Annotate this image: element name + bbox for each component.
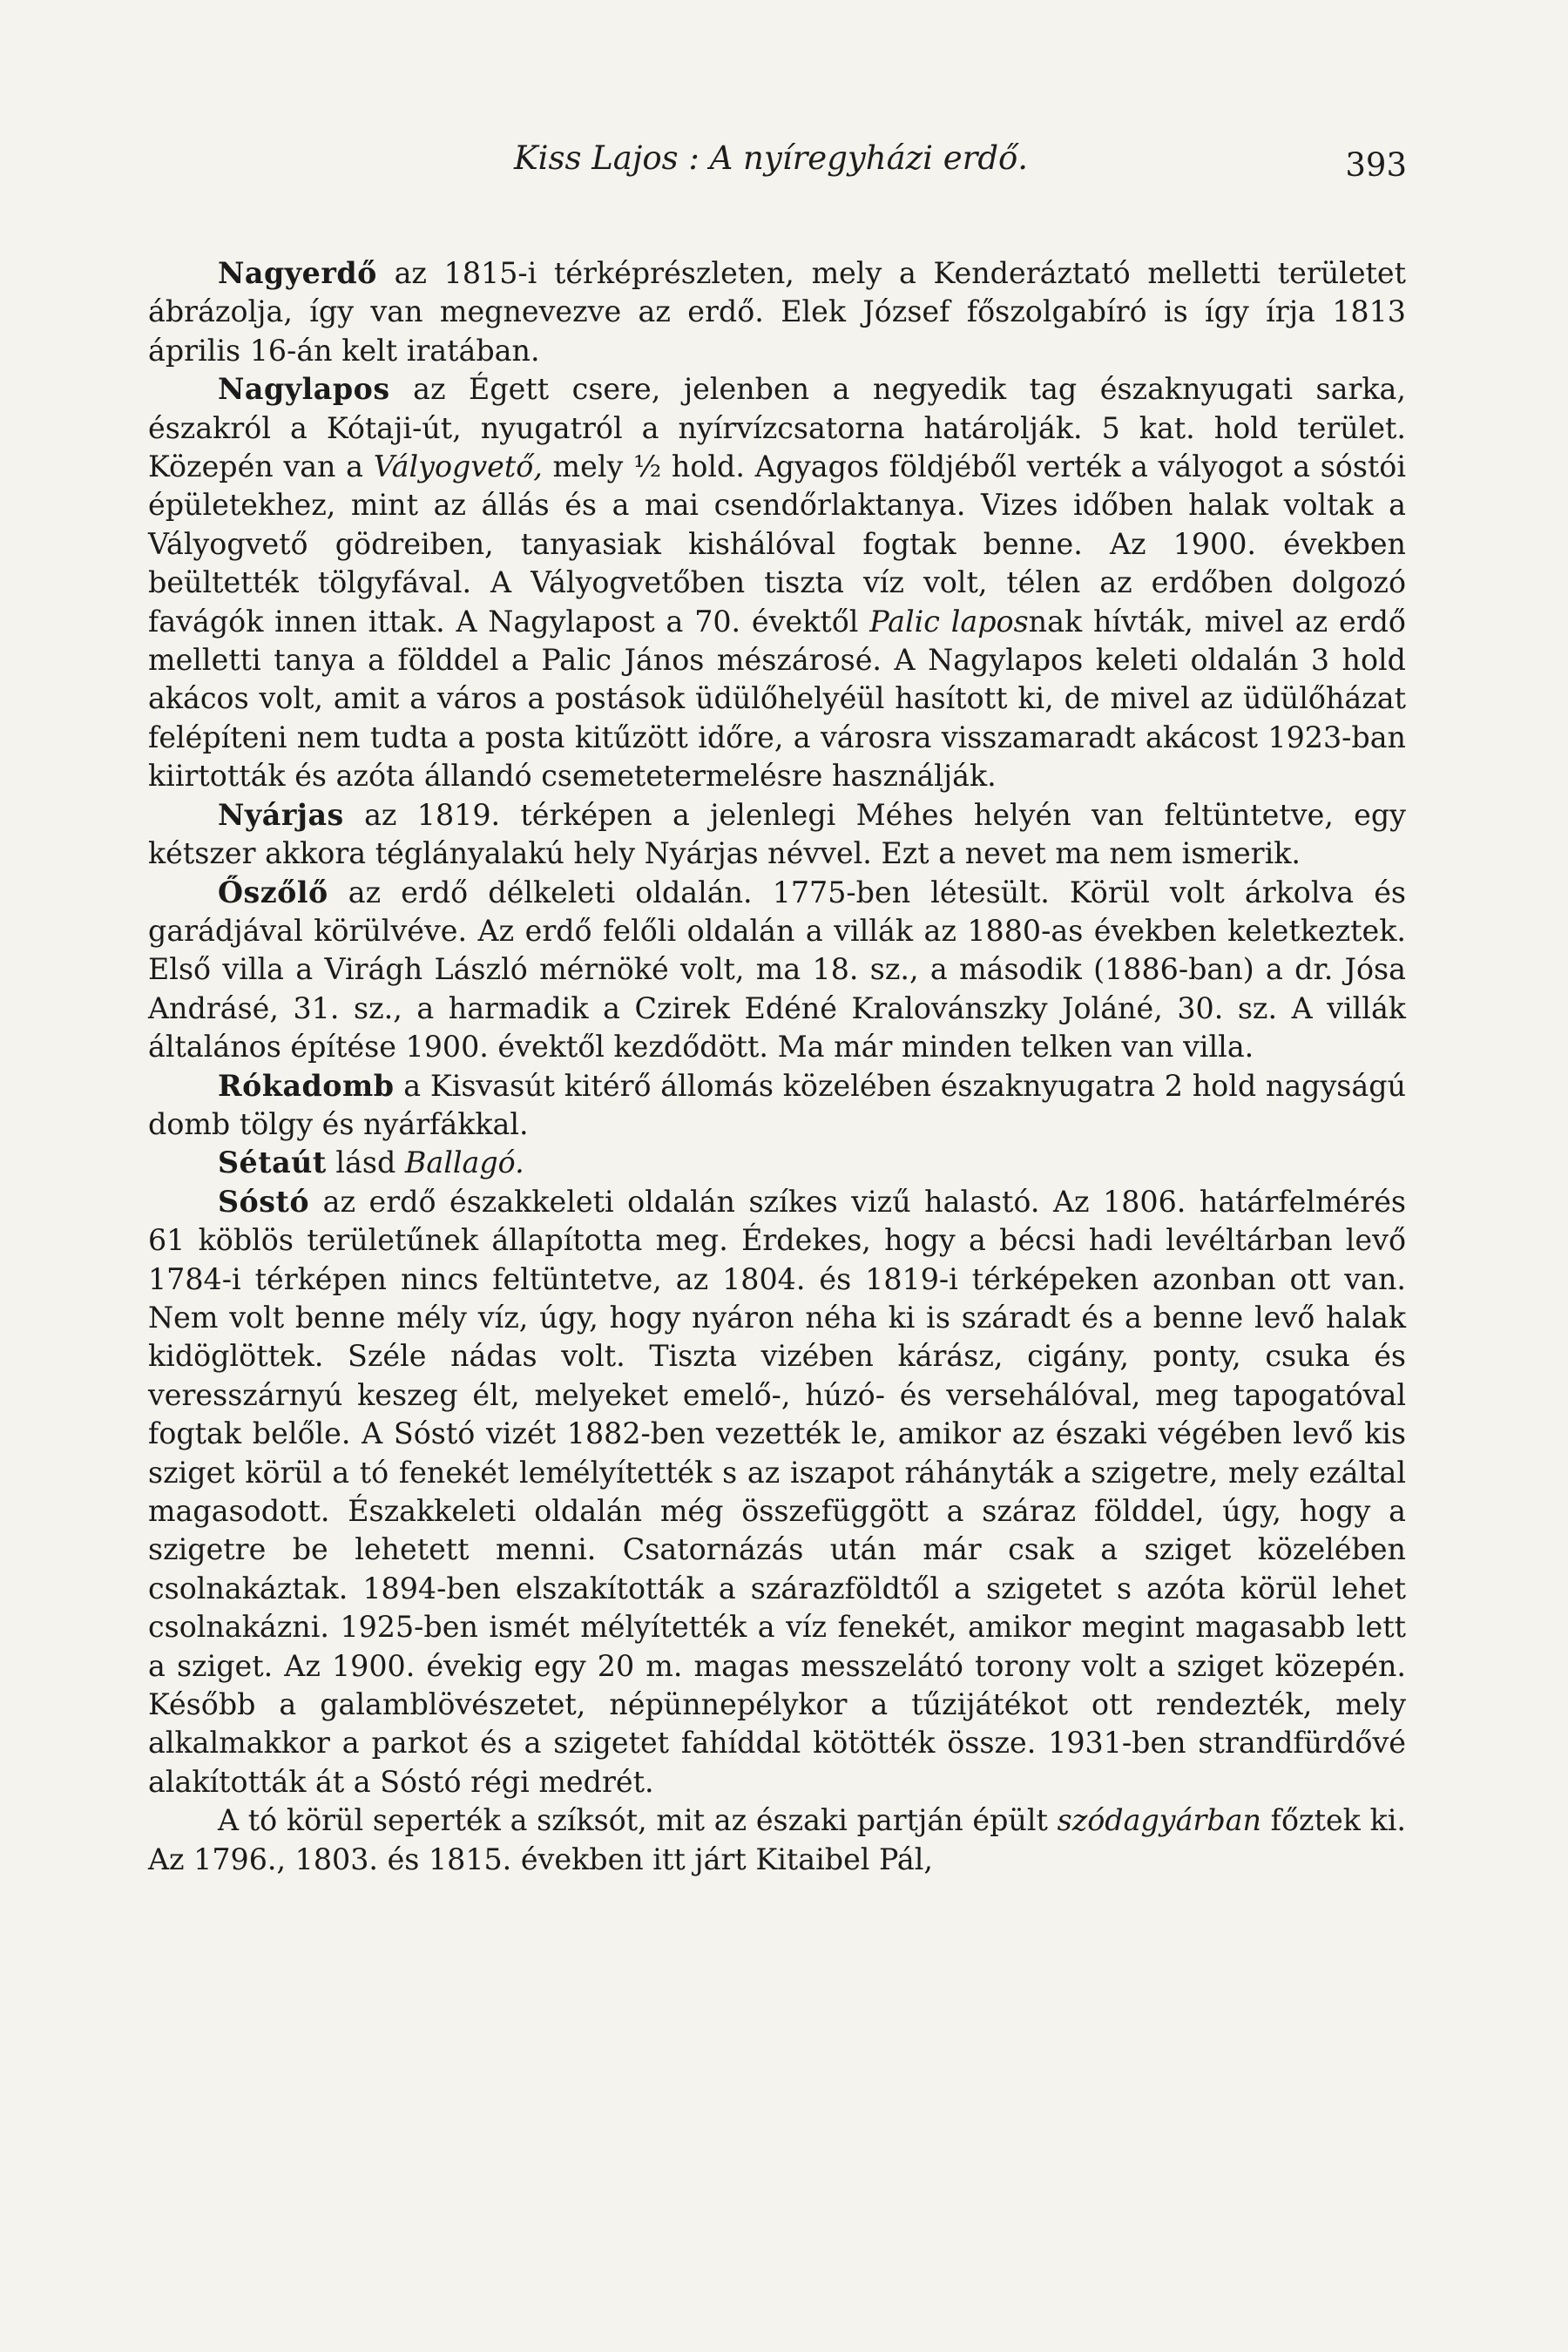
paragraph	[148, 1183, 1406, 1802]
italic-text: Palic lapos	[869, 604, 1029, 639]
paragraph-text: nak hívták, mivel az erdő melletti tanya a földdel a Palic János mészárosé. A Nagylapos keleti oldalán 3 hold akácos volt, amit a város a postások üdülőhelyéül hasított ki, de mivel az üdülőházat felépíteni nem tudta a posta kitűzött időre, a városra visszamaradt akácost 1923-ban kiirtották és azóta állandó csemetetermelésre használják.	[148, 604, 1406, 794]
paragraph	[148, 796, 1406, 874]
paragraph	[148, 1144, 1406, 1182]
paragraph-text: főztek ki. Az 1796., 1803. és 1815. években itt járt Kitaibel Pál,	[148, 1803, 1406, 1876]
paragraph-text: az Égett csere, jelenben a negyedik tag északnyugati sarka, északról a Kótaji-út, nyugatról a nyírvízcsatorna határolják. 5 kat. hold terület. Közepén van a	[148, 372, 1406, 484]
paragraph-text: az erdő délkeleti oldalán. 1775-ben létesült. Körül volt árkolva és garádjával körülvéve. Az erdő felőli oldalán a villák az 1880-as években keletkeztek. Első villa a Virágh László mérnöké volt, ma 18. sz., a második (1886-ban) a dr. Jósa Andrásé, 31. sz., a harmadik a Czirek Edéné Kralovánszky Joláné, 30. sz. A villák általános építése 1900. évektől kezdődött. Ma már minden telken van villa.	[148, 875, 1406, 1064]
paragraph-text: lásd	[335, 1146, 405, 1180]
paragraph-text: az 1815-i térképrészleten, mely a Kenderáztató melletti területet ábrázolja, így van megnevezve az erdő. Elek József főszolgabíró is így írja 1813 április 16-án kelt iratában.	[148, 256, 1406, 368]
running-header	[148, 139, 1407, 192]
entry-term: Nagyerdő	[218, 256, 377, 290]
paragraph	[148, 1801, 1406, 1879]
running-title: Kiss Lajos : A nyíregyházi erdő.	[514, 139, 1029, 177]
page-number: 393	[1345, 146, 1407, 184]
entry-term: Nagylapos	[218, 372, 390, 407]
entry-term: Őszőlő	[218, 875, 328, 909]
entry-term: Sóstó	[218, 1184, 310, 1219]
paragraph	[148, 254, 1406, 370]
entry-term: Sétaút	[218, 1146, 327, 1180]
entry-term: Rókadomb	[218, 1068, 395, 1103]
paragraph-text: az erdő északkeleti oldalán szíkes vizű halastó. Az 1806. határfelmérés 61 köblös területűnek állapította meg. Érdekes, hogy a bécsi hadi levéltárban levő 1784-i térképen nincs feltüntetve, az 1804. és 1819-i térképeken azonban ott van. Nem volt benne mély víz, úgy, hogy nyáron néha ki is száradt és a benne levő halak kidöglöttek. Széle nádas volt. Tiszta vizében kárász, cigány, ponty, csuka és veresszárnyú keszeg élt, melyeket emelő-, húzó- és versehálóval, meg tapogatóval fogtak belőle. A Sóstó vizét 1882-ben vezették le, amikor az északi végében levő kis sziget körül a tó fenekét lemélyítették s az iszapot ráhányták a szigetre, mely ezáltal magasodott. Északkeleti oldalán még összefüggött a száraz földdel, úgy, hogy a szigetre be lehetett menni. Csatornázás után már csak a sziget közelében csolnakáztak. 1894-ben elszakították a szárazföldtől a szigetet s azóta körül lehet csolnakázni. 1925-ben ismét mélyítették a víz fenekét, amikor megint magasabb lett a sziget. Az 1900. évekig egy 20 m. magas messzelátó torony volt a sziget közepén. Később a galamblövészetet, népünnepélykor a tűzijátékot ott rendezték, mely alkalmakkor a parkot és a szigetet fahíddal kötötték össze. 1931-ben strandfürdővé alakították át a Sóstó régi medrét.	[148, 1184, 1406, 1799]
paragraph	[148, 874, 1406, 1067]
paragraph-text: A tó körül seperték a szíksót, mit az északi partján épült	[218, 1803, 1058, 1838]
paragraph	[148, 370, 1406, 795]
italic-text: Ballagó.	[404, 1146, 524, 1180]
italic-text: Vályogvető,	[373, 449, 543, 484]
paragraph-text: a Kisvasút kitérő állomás közelében északnyugatra 2 hold nagyságú domb tölgy és nyárfákkal.	[148, 1068, 1406, 1141]
entry-term: Nyárjas	[218, 797, 344, 832]
paragraph-text: mely ½ hold. Agyagos földjéből verték a vályogot a sóstói épületekhez, mint az állás és a mai csendőrlaktanya. Vizes időben halak voltak a Vályogvető gödreiben, tanyasiak kishálóval fogtak benne. Az 1900. években beültették tölgyfával. A Vályogvetőben tiszta víz volt, télen az erdőben dolgozó favágók innen ittak. A Nagylapost a 70. évektől	[148, 449, 1406, 639]
italic-text: szódagyárban	[1057, 1803, 1261, 1838]
paragraph-text: az 1819. térképen a jelenlegi Méhes helyén van feltüntetve, egy kétszer akkora téglányalakú hely Nyárjas névvel. Ezt a nevet ma nem ismerik.	[148, 797, 1406, 871]
paragraph	[148, 1067, 1406, 1145]
body-text	[148, 254, 1406, 1879]
